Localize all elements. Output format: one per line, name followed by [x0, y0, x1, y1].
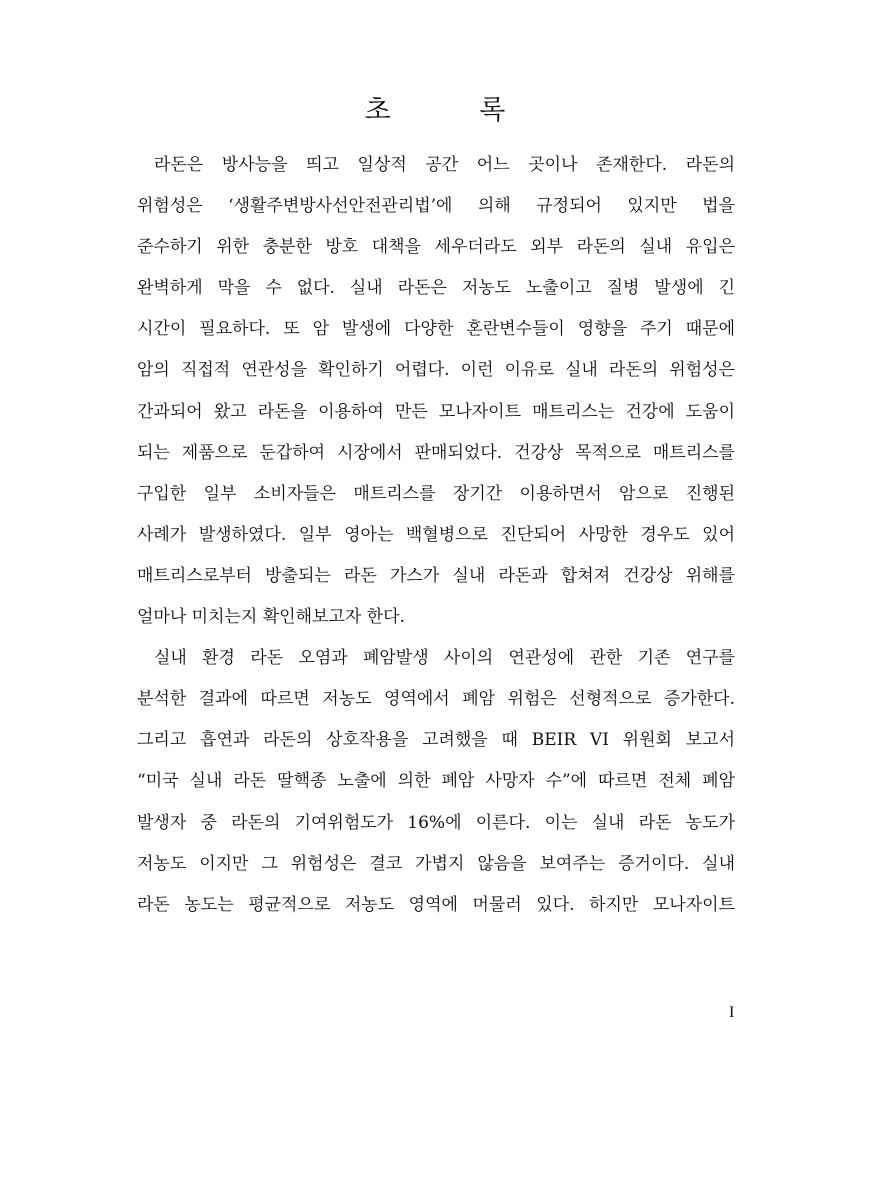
text-line: 라돈은 방사능을 띄고 일상적 공간 어느 곳이나 존재한다. 라돈의 — [154, 155, 735, 175]
text-line: 구입한 일부 소비자들은 매트리스를 장기간 이용하면서 암으로 진행된 — [137, 483, 735, 504]
page-number: I — [729, 1004, 735, 1021]
text-line: 분석한 결과에 따르면 저농도 영역에서 폐암 위험은 선형적으로 증가한다. — [137, 689, 735, 710]
text-line: 얼마나 미치는지 확인해보고자 한다. — [137, 607, 405, 628]
text-line: 위험성은 ‘생활주변방사선안전관리법’에 의해 규정되어 있지만 법을 — [137, 196, 735, 217]
text-line: “미국 실내 라돈 딸핵종 노출에 의한 폐암 사망자 수”에 따르면 전체 폐암 — [137, 771, 735, 792]
text-line: 저농도 이지만 그 위험성은 결코 가볍지 않음을 보여주는 증거이다. 실내 — [137, 853, 735, 874]
text-line: 암의 직접적 연관성을 확인하기 어렵다. 이런 이유로 실내 라돈의 위험성은 — [137, 360, 735, 381]
text-line: 간과되어 왔고 라돈을 이용하여 만든 모나자이트 매트리스는 건강에 도움이 — [137, 401, 735, 422]
text-line: 사례가 발생하였다. 일부 영아는 백혈병으로 진단되어 사망한 경우도 있어 — [137, 524, 735, 545]
text-line: 라돈 농도는 평균적으로 저농도 영역에 머물러 있다. 하지만 모나자이트 — [137, 894, 735, 915]
abstract-body — [137, 145, 735, 926]
text-line: 발생자 중 라돈의 기여위험도가 16%에 이른다. 이는 실내 라돈 농도가 — [137, 812, 735, 833]
text-line: 그리고 흡연과 라돈의 상호작용을 고려했을 때 BEIR VI 위원회 보고서 — [137, 730, 735, 751]
text-line: 되는 제품으로 둔갑하여 시장에서 판매되었다. 건강상 목적으로 매트리스를 — [137, 442, 735, 463]
page-title: 초 록 — [364, 95, 546, 126]
text-line: 준수하기 위한 충분한 방호 대책을 세우더라도 외부 라돈의 실내 유입은 — [137, 237, 735, 258]
text-line: 시간이 필요하다. 또 암 발생에 다양한 혼란변수들이 영향을 주기 때문에 — [137, 319, 735, 340]
text-line: 실내 환경 라돈 오염과 폐암발생 사이의 연관성에 관한 기존 연구를 — [154, 648, 735, 669]
text-line: 매트리스로부터 방출되는 라돈 가스가 실내 라돈과 합쳐져 건강상 위해를 — [137, 565, 735, 586]
text-line: 완벽하게 막을 수 없다. 실내 라돈은 저농도 노출이고 질병 발생에 긴 — [137, 278, 735, 299]
